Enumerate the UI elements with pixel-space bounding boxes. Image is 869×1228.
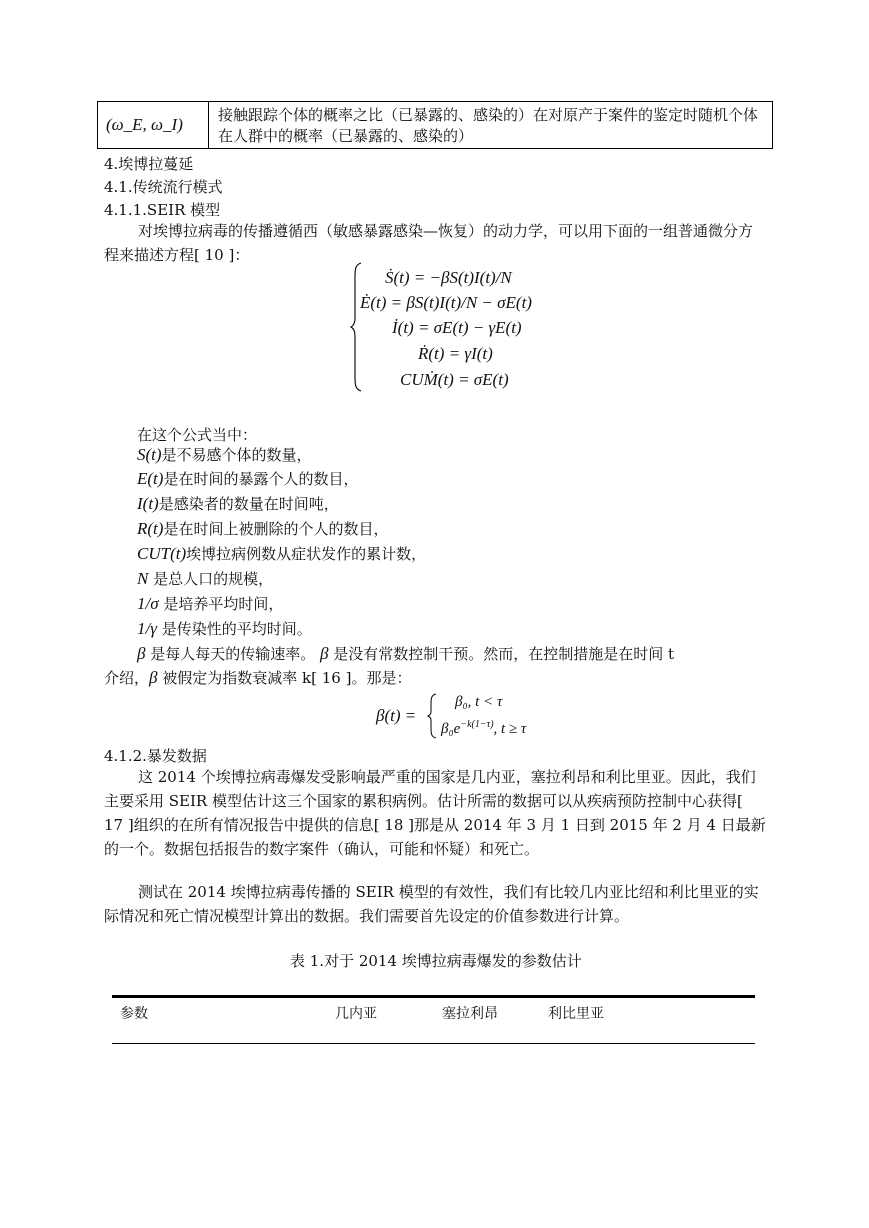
equation-s: Ṡ(t) = −βS(t)I(t)/N bbox=[385, 268, 512, 287]
outbreak-paragraph-2: 测试在 2014 埃博拉病毒传播的 SEIR 模型的有效性，我们有比较几内亚比绍和利比里亚的实际情况和死亡情况模型计算出的数据。我们需要首先设定的价值参数进行计算。 bbox=[104, 883, 759, 925]
beta-line-1 bbox=[137, 643, 674, 664]
heading-4: 4.埃博拉蔓延 bbox=[104, 155, 194, 173]
beta-equation-case-2 bbox=[441, 719, 526, 738]
table-header-param: 参数 bbox=[120, 1006, 148, 1022]
heading-4-1-2: 4.1.2.暴发数据 bbox=[104, 747, 207, 765]
beta-equation-lhs: β(t) = bbox=[376, 706, 417, 725]
definition-symbol: N bbox=[137, 569, 149, 588]
definition-text: 是总人口的规模， bbox=[148, 570, 274, 588]
definition-s bbox=[137, 444, 312, 465]
beta-symbol: β bbox=[137, 644, 146, 663]
definition-text: 是培养平均时间， bbox=[158, 595, 284, 613]
definition-text: 是不易感个体的数量， bbox=[161, 446, 312, 464]
definition-text: 埃博拉病例数从症状发作的累计数， bbox=[186, 545, 427, 563]
equation-i: İ(t) = σE(t) − γE(t) bbox=[392, 318, 522, 337]
beta-text: 介绍， bbox=[104, 669, 150, 687]
heading-4-1-1: 4.1.1.SEIR 模型 bbox=[104, 201, 221, 219]
equation-brace bbox=[350, 262, 362, 392]
beta-text: 被假定为指数衰减率 k[ 16 ]。那是： bbox=[157, 669, 412, 687]
table-header-guinea: 几内亚 bbox=[335, 1006, 377, 1022]
table-caption: 表 1.对于 2014 埃博拉病毒爆发的参数估计 bbox=[290, 952, 582, 970]
beta-equation-case-1: β₀, t < τ bbox=[455, 694, 503, 710]
definition-e bbox=[137, 468, 358, 489]
definition-n bbox=[137, 568, 273, 589]
beta-equation-condition: , t ≥ τ bbox=[493, 721, 527, 737]
definition-symbol: CUT(t) bbox=[137, 544, 187, 563]
equation-r: Ṙ(t) = γI(t) bbox=[418, 344, 493, 363]
beta-symbol: β bbox=[149, 668, 158, 687]
definition-sigma bbox=[137, 593, 283, 614]
beta-equation-exponent: −k(1−τ) bbox=[460, 719, 494, 730]
symbol-omega: (ω_E, ω_I) bbox=[106, 115, 183, 134]
symbol-description: 接触跟踪个体的概率之比（已暴露的、感染的）在对原产于案件的鉴定时随机个体在人群中的概率（已暴露的、感染的） bbox=[218, 106, 759, 145]
beta-line-2 bbox=[104, 667, 411, 688]
definition-text: 是在时间的暴露个人的数目， bbox=[163, 470, 359, 488]
table-header-liberia: 利比里亚 bbox=[548, 1006, 604, 1022]
table-bottom-rule bbox=[112, 1043, 755, 1044]
definition-text: 是在时间上被删除的个人的数目， bbox=[163, 520, 389, 538]
definition-i bbox=[137, 493, 339, 514]
table-header-sierra-leone: 塞拉利昂 bbox=[442, 1006, 498, 1022]
symbol-table-row bbox=[97, 101, 773, 149]
heading-4-1: 4.1.传统流行模式 bbox=[104, 178, 223, 196]
beta-text: 是每人每天的传输速率。 bbox=[145, 645, 321, 663]
definition-text: 是传染性的平均时间。 bbox=[156, 620, 312, 638]
beta-equation-brace bbox=[427, 693, 437, 739]
table-top-rule bbox=[112, 995, 755, 998]
beta-symbol: β bbox=[320, 644, 329, 663]
definition-symbol: S(t) bbox=[137, 445, 162, 464]
definition-gamma bbox=[137, 618, 312, 639]
equation-e: Ė(t) = βS(t)I(t)/N − σE(t) bbox=[360, 293, 532, 312]
equation-cum: CUṀ(t) = σE(t) bbox=[400, 370, 509, 389]
definition-cut bbox=[137, 543, 426, 564]
definition-symbol: E(t) bbox=[137, 469, 164, 488]
beta-text: 是没有常数控制干预。然而，在控制措施是在时间 t bbox=[328, 645, 675, 663]
outbreak-paragraph-1: 这 2014 个埃博拉病毒爆发受影响最严重的国家是几内亚，塞拉利昂和利比里亚。因此，我们主要采用 SEIR 模型估计这三个国家的累积病例。估计所需的数据可以从疾病预防控制中心获得[ 17 ]组织的在所有情况报告中提供的信息[ 18 ]那是从 2014 年 3 月 1 日到 2015 年 2 月 4 日最新的一个。数据包括报告的数字案件（确认，可能和怀疑）和死亡。 bbox=[104, 768, 766, 858]
beta-equation-base: β₀e bbox=[441, 721, 461, 737]
definition-symbol: R(t) bbox=[137, 519, 164, 538]
intro-paragraph: 对埃博拉病毒的传播遵循西（敏感暴露感染—恢复）的动力学，可以用下面的一组普通微分方程来描述方程[ 10 ]： bbox=[104, 222, 754, 264]
where-label: 在这个公式当中： bbox=[137, 426, 258, 444]
definition-r bbox=[137, 518, 388, 539]
definition-symbol: 1/σ bbox=[137, 594, 159, 613]
definition-symbol: 1/γ bbox=[137, 619, 157, 638]
definition-symbol: I(t) bbox=[137, 494, 159, 513]
symbol-cell bbox=[98, 102, 209, 148]
definition-text: 是感染者的数量在时间吨， bbox=[158, 495, 339, 513]
